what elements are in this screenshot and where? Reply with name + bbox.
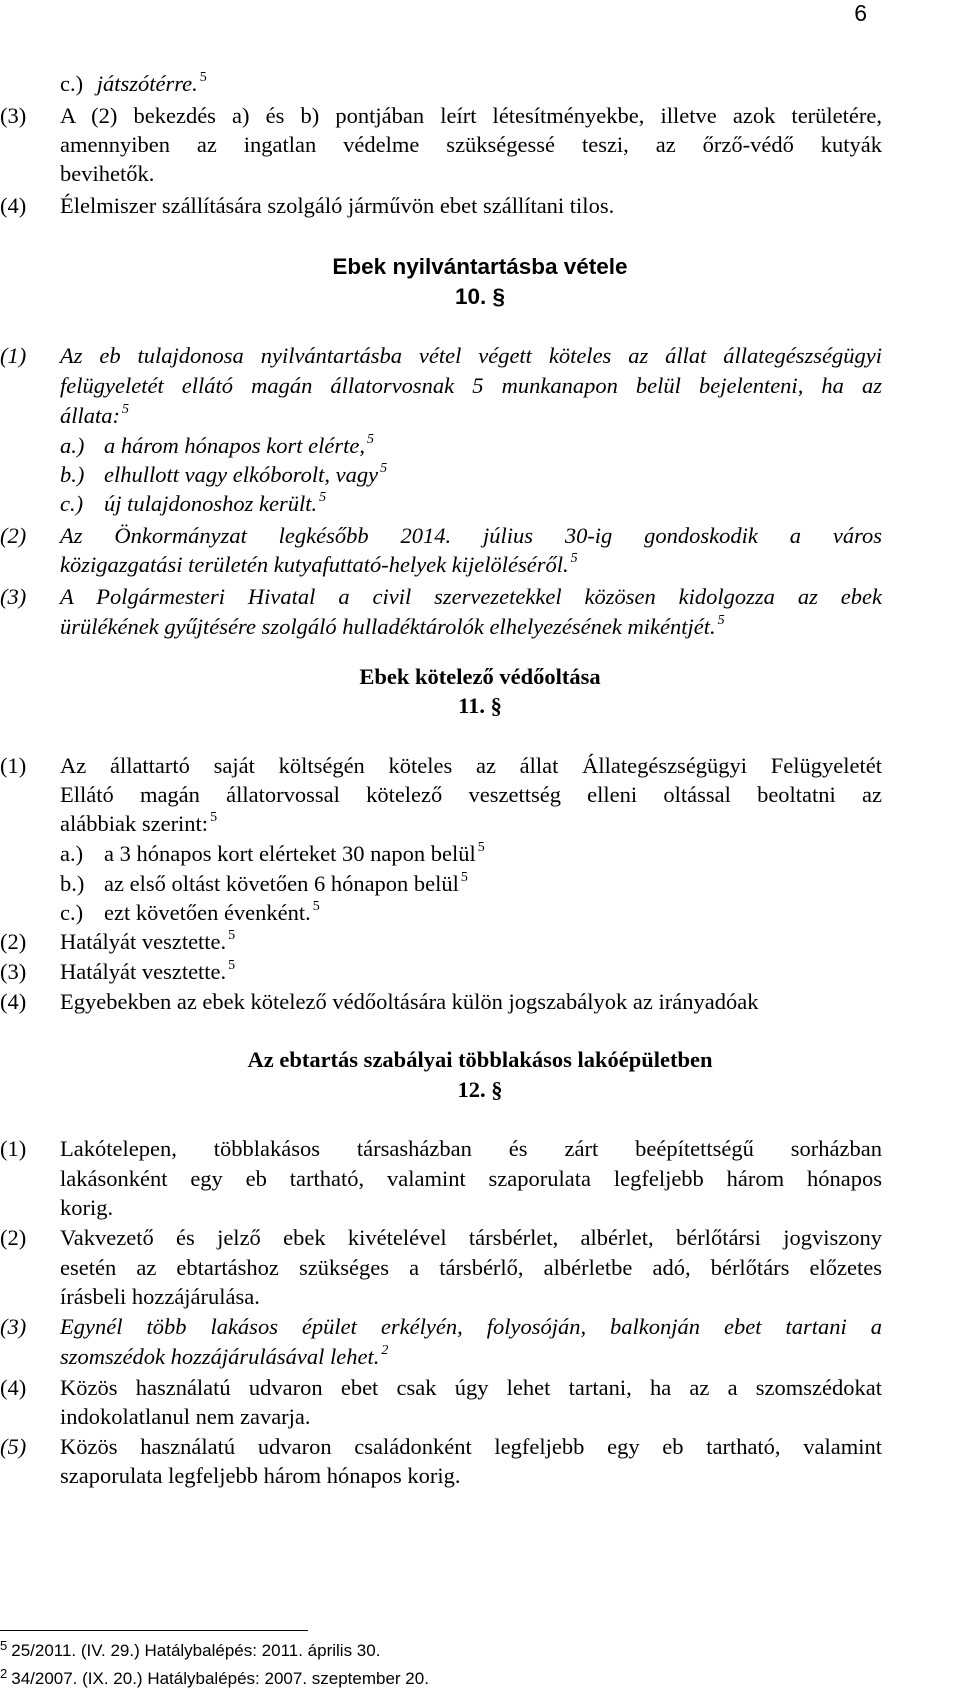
list-item bbox=[60, 461, 388, 489]
footnote-ref: 5 bbox=[312, 899, 320, 914]
paragraph-line: Az eb tulajdonosa nyilvántartásba vétel végett köteles az állat állategészségügyi bbox=[60, 343, 882, 368]
paragraph-number: (1) bbox=[0, 1136, 27, 1161]
item-label: c.) bbox=[60, 491, 84, 516]
footnote-ref: 5 bbox=[228, 928, 236, 943]
paragraph-line: ürülékének gyűjtésére szolgáló hulladéktárolók elhelyezésének mikéntjét. $^5$ bbox=[60, 613, 725, 639]
item-text: a három hónapos kort elérte, $^5$ bbox=[104, 432, 375, 458]
footnote-ref: 5 bbox=[210, 810, 218, 825]
paragraph-line: korig. bbox=[60, 1195, 114, 1220]
paragraph-number: (3) bbox=[0, 1314, 27, 1339]
paragraph-line: szomszédok hozzájárulásával lehet. $^2$ bbox=[60, 1343, 389, 1369]
list-item bbox=[60, 490, 327, 518]
paragraph-line: Közös használatú udvaron ebet csak úgy lehet tartani, ha az a szomszédokat bbox=[60, 1375, 882, 1400]
section-heading: Ebek kötelező védőoltása bbox=[359, 664, 601, 689]
item-label: a.) bbox=[60, 841, 84, 866]
paragraph-line: A Polgármesteri Hivatal a civil szervezetekkel közösen kidolgozza az ebek bbox=[60, 584, 882, 609]
paragraph-line: Az állattartó saját költségén köteles az állat Állategészségügyi Felügyeletét bbox=[60, 753, 882, 778]
paragraph-text: Egyebekben az ebek kötelező védőoltására külön jogszabályok az irányadóak bbox=[60, 989, 759, 1014]
footnote bbox=[0, 1668, 429, 1690]
footnote-ref: 2 bbox=[381, 1343, 389, 1358]
list-item bbox=[60, 840, 485, 868]
footnote-ref: 5 bbox=[122, 402, 129, 417]
paragraph-number: (3) bbox=[0, 584, 27, 609]
document-page: 6 c.) játszótérre. $^5$ (3) A (2) bekezdés a) és b) pontjában leírt létesítményekbe, illetve azok területére, amennyiben az ingatlan védelme szükségessé teszi, az őrző-védő kutyák bevihetők. (4) Élelmiszer szállítására szolgáló járművön ebet szállítani tilos. Ebek nyilvántartásba vétele 10. § (1) Az eb tulajdonosa nyilvántartásba vétel végett köteles az állat állategészségügyi felügyeletét ellátó magán állatorvosnak 5 munkanapon belül bejelenteni, ha az állata: $^5$ a.) a három hónapos kort elérte, $^5$ b.) elhullott vagy elkóborolt, vagy $^5$ c.) új tulajdonoshoz került. $^5$ (2) Az Önkormányzat legkésőbb 2014. július 30-ig gondoskodik a város közigazgatási területén kutyafuttató-helyek kijelöléséről. $^5$ (3) A Polgármesteri Hivatal a civil szervezetekkel közösen kidolgozza az ebek ürülékének gyűjtésére szolgáló hulladéktárolók elhelyezésének mikéntjét. $^5$ Ebek kötelező védőoltása 11. § (1) Az állattartó saját költségén köteles az állat Állategészségügyi Felügyeletét Ellátó magán állatorvossal kötelező veszettség elleni oltással beoltatni az alábbiak szerint: $^5$ a.) a 3 hónapos kort elérteket 30 napon belül $^5$ b.) az első oltást követően 6 hónapon belül $^5$ c.) ezt követően évenként. $^5$ (2) Hatályát vesztette. $^5$ (3) Hatályát vesztette. $^5$ (4) Egyebekben az ebek kötelező védőoltására külön jogszabályok az irányadóak Az ebtartás szabályai többlakásos lakóépületben 12. § (1) Lakótelepen, többlakásos társasházban és zárt beépítettségű sorházban lakásonként egy eb tartható, valamint szaporulata legfeljebb három hónapos korig. (2) Vakvezető és jelző ebek kivételével társbérlet, albérlet, bérlőtársi jogviszony esetén az ebtartáshoz szükséges a társbérlő, albérletbe adó, bérlőtárs előzetes írásbeli hozzájárulása. (3) Egynél több lakásos épület erkélyén, folyosóján, balkonján ebet tartani a szomszédok hozzájárulásával lehet. $^2$ (4) Közös használatú udvaron ebet csak úgy lehet tartani, ha az a szomszédokat indokolatlanul nem zavarja. (5) Közös használatú udvaron családonként legfeljebb egy eb tartható, valamint szaporulata legfeljebb három hónapos korig. $^5$ 25/2011. (IV. 29.) Hatálybalépés: 2011. április 30. $^2$ 34/2007. (IX. 20.) Hatálybalépés: 2007. szeptember 20. bbox=[0, 0, 960, 1702]
paragraph-line: írásbeli hozzájárulása. bbox=[60, 1284, 260, 1309]
footnote-text: 25/2011. (IV. 29.) Hatálybalépés: 2011. április 30. bbox=[11, 1641, 381, 1660]
paragraph-number: (1) bbox=[0, 753, 27, 778]
item-label: b.) bbox=[60, 871, 85, 896]
list-item bbox=[60, 899, 320, 927]
paragraph-line: Egynél több lakásos épület erkélyén, folyosóján, balkonján ebet tartani a bbox=[60, 1314, 882, 1339]
footnote-ref: 5 bbox=[477, 840, 485, 855]
footnote-ref: 5 bbox=[460, 870, 468, 885]
paragraph-line: indokolatlanul nem zavarja. bbox=[60, 1404, 311, 1429]
section-number: 12. § bbox=[457, 1077, 503, 1102]
paragraph-number: (2) bbox=[0, 1225, 27, 1250]
footnote-ref: 5 bbox=[228, 958, 236, 973]
footnote bbox=[0, 1640, 380, 1662]
paragraph-number: (4) bbox=[0, 989, 27, 1014]
item-text: az első oltást követően 6 hónapon belül $^5$ bbox=[104, 870, 468, 896]
paragraph-line: szaporulata legfeljebb három hónapos korig. bbox=[60, 1463, 461, 1488]
footnote-mark: 2 bbox=[0, 1666, 8, 1681]
item-label: a.) bbox=[60, 433, 85, 458]
paragraph-number: (1) bbox=[0, 343, 27, 368]
page-number: 6 bbox=[854, 0, 867, 26]
paragraph-number: (4) bbox=[0, 1375, 27, 1400]
item-text: elhullott vagy elkóborolt, vagy $^5$ bbox=[104, 461, 388, 487]
paragraph-number: (5) bbox=[0, 1434, 27, 1459]
section-heading: Az ebtartás szabályai többlakásos lakóépületben bbox=[247, 1047, 713, 1072]
paragraph-number: (2) bbox=[0, 929, 27, 954]
item-text: ezt követően évenként. $^5$ bbox=[104, 899, 320, 925]
footnote-separator bbox=[0, 1630, 308, 1631]
section-number: 11. § bbox=[458, 693, 502, 718]
footnote-ref: 5 bbox=[717, 613, 725, 628]
section-heading: Ebek nyilvántartásba vétele bbox=[332, 254, 628, 279]
footnote-ref: 5 bbox=[199, 70, 207, 85]
paragraph-text: Élelmiszer szállítására szolgáló járművön ebet szállítani tilos. bbox=[60, 193, 615, 218]
paragraph-line: alábbiak szerint: $^5$ bbox=[60, 810, 218, 836]
item-text: a 3 hónapos kort elérteket 30 napon belül $^5$ bbox=[104, 840, 485, 866]
item-text: új tulajdonoshoz került. $^5$ bbox=[104, 490, 327, 516]
paragraph-number: (3) bbox=[0, 103, 27, 128]
footnote-mark: 5 bbox=[0, 1638, 8, 1653]
paragraph-line: Vakvezető és jelző ebek kivételével társbérlet, albérlet, bérlőtársi jogviszony bbox=[60, 1225, 882, 1250]
footnote-text: 34/2007. (IX. 20.) Hatálybalépés: 2007. szeptember 20. bbox=[11, 1669, 429, 1688]
paragraph-line: Az Önkormányzat legkésőbb 2014. július 30-ig gondoskodik a város bbox=[60, 523, 882, 548]
paragraph-line: közigazgatási területén kutyafuttató-helyek kijelöléséről. $^5$ bbox=[60, 551, 578, 577]
paragraph-number: (4) bbox=[0, 193, 27, 218]
item-label: b.) bbox=[60, 462, 85, 487]
footnote-ref: 5 bbox=[319, 490, 327, 505]
footnote-ref: 5 bbox=[367, 432, 375, 447]
list-item bbox=[60, 70, 207, 98]
footnote-ref: 5 bbox=[570, 551, 578, 566]
list-item bbox=[60, 432, 375, 460]
item-label: c.) bbox=[60, 900, 84, 925]
footnote-ref: 5 bbox=[380, 461, 388, 476]
paragraph-number: (3) bbox=[0, 959, 27, 984]
paragraph-line: A (2) bekezdés a) és b) pontjában leírt létesítményekbe, illetve azok területére, bbox=[60, 103, 882, 128]
paragraph-text: Hatályát vesztette. $^5$ bbox=[60, 928, 236, 954]
paragraph-line: állata: $^5$ bbox=[60, 402, 129, 428]
paragraph-text: Hatályát vesztette. $^5$ bbox=[60, 958, 236, 984]
list-item bbox=[60, 870, 468, 898]
item-text: játszótérre. bbox=[96, 71, 198, 96]
paragraph-line: Közös használatú udvaron családonként legfeljebb egy eb tartható, valamint bbox=[60, 1434, 882, 1459]
section-number: 10. § bbox=[454, 284, 506, 309]
item-label: c.) bbox=[60, 71, 84, 96]
paragraph-line: bevihetők. bbox=[60, 161, 155, 186]
paragraph-line: Lakótelepen, többlakásos társasházban és zárt beépítettségű sorházban bbox=[60, 1136, 882, 1161]
paragraph-number: (2) bbox=[0, 523, 27, 548]
